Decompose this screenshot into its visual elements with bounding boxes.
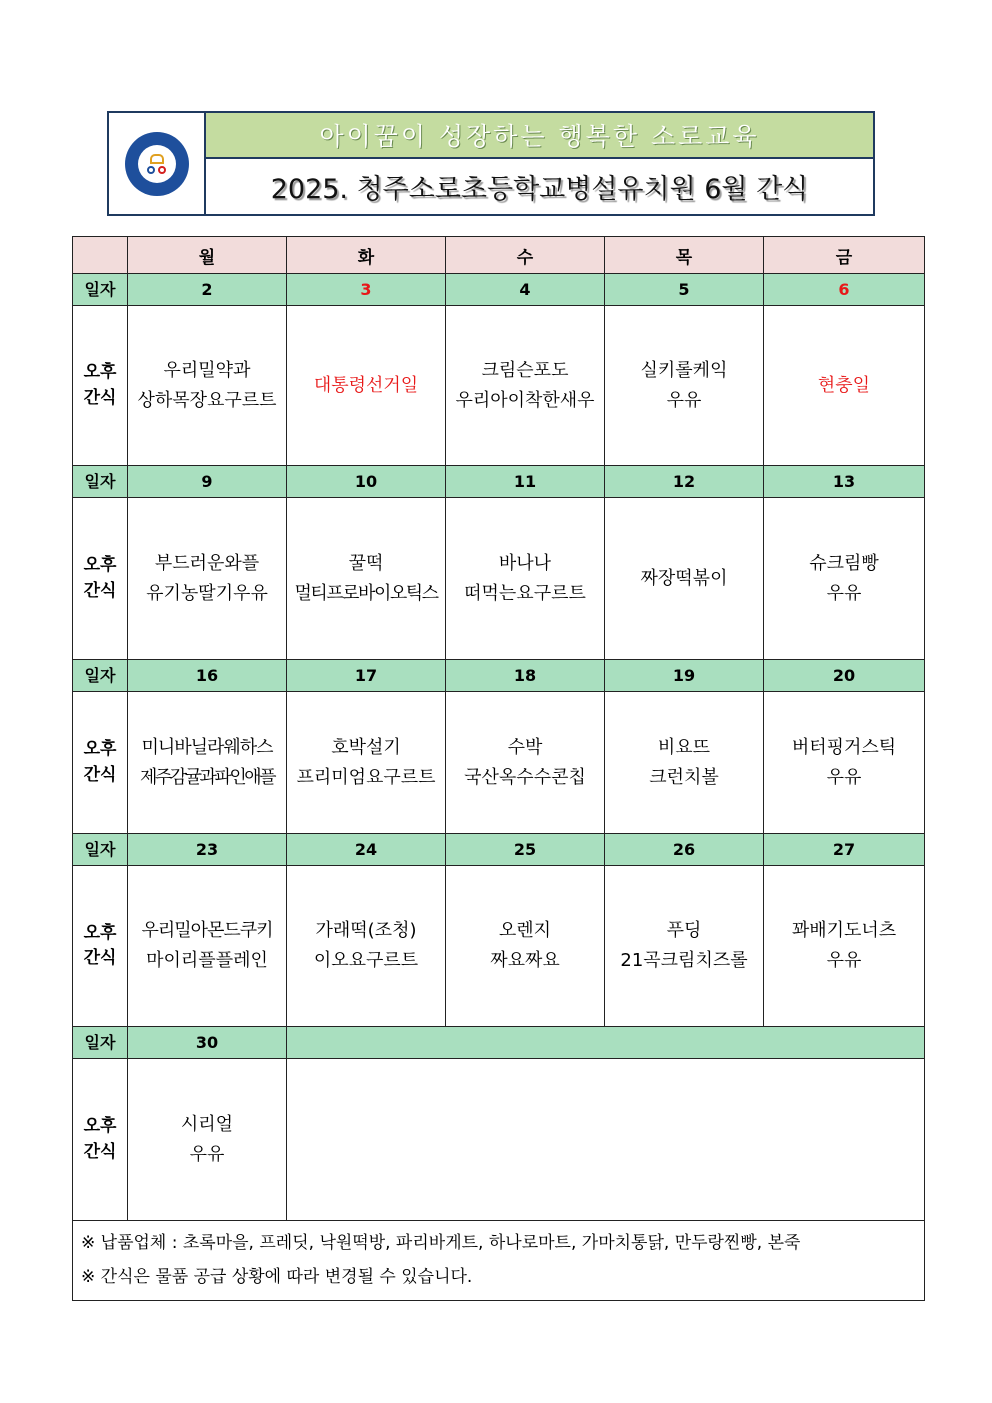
- snack-item: 상하목장요구르트: [137, 389, 277, 411]
- holiday-cell: [764, 306, 925, 466]
- snack-item: 가래떡(조청): [315, 920, 417, 942]
- snack-item: 우리밀아몬드쿠키: [141, 920, 273, 942]
- snack-item: 우유: [826, 582, 862, 604]
- snack-item: 부드러운와플: [154, 552, 260, 574]
- snack-cell: [764, 866, 925, 1027]
- logo-dot: [158, 166, 166, 174]
- corner-cell: [73, 237, 128, 274]
- snack-cell: [764, 498, 925, 660]
- snack-item: 국산옥수수콘칩: [464, 766, 586, 788]
- snack-item: 떠먹는요구르트: [464, 582, 586, 604]
- snack-cell: [128, 866, 287, 1027]
- date-row: [73, 274, 925, 306]
- snack-cell: [446, 866, 605, 1027]
- weekday-header-row: [73, 237, 925, 274]
- snack-item: 짜요짜요: [490, 950, 560, 971]
- logo-emblem: [138, 145, 176, 183]
- empty-snack-span: [287, 1059, 925, 1221]
- date-cell: 9: [128, 466, 287, 498]
- snack-item: 우유: [189, 1143, 225, 1165]
- date-label: 일자: [73, 834, 128, 866]
- snack-cell: [287, 692, 446, 834]
- weekday-tue: 화: [287, 237, 446, 274]
- school-logo: [125, 132, 189, 196]
- snack-cell: [287, 498, 446, 660]
- snack-label: [73, 306, 128, 466]
- holiday-label: 대통령선거일: [313, 374, 419, 396]
- date-cell: 10: [287, 466, 446, 498]
- weekday-thu: 목: [605, 237, 764, 274]
- notes-row: [73, 1221, 925, 1301]
- snack-item: 우유: [826, 950, 862, 971]
- snack-label-line2: 간식: [83, 764, 117, 785]
- snack-row: [73, 306, 925, 466]
- snack-item: 제주감귤과파인애플: [140, 766, 274, 788]
- snack-label-line2: 간식: [83, 580, 117, 601]
- date-cell: 2: [128, 274, 287, 306]
- page-header: [107, 111, 875, 216]
- snack-item: 이오요구르트: [313, 950, 419, 971]
- weekday-fri: 금: [764, 237, 925, 274]
- date-label: 일자: [73, 660, 128, 692]
- snack-item: 크림슨포도: [481, 359, 569, 381]
- weekday-mon: 월: [128, 237, 287, 274]
- date-cell: 17: [287, 660, 446, 692]
- snack-item: 꿀떡: [348, 552, 384, 574]
- snack-item: 멀티프로바이오틱스: [294, 582, 438, 604]
- date-label: 일자: [73, 1027, 128, 1059]
- snack-item: 버터핑거스틱: [791, 736, 897, 758]
- date-cell: 20: [764, 660, 925, 692]
- holiday-cell: [287, 306, 446, 466]
- snack-item: 우유: [826, 766, 862, 788]
- snack-item: 마이리플플레인: [146, 950, 268, 971]
- date-row: [73, 1027, 925, 1059]
- date-cell: 18: [446, 660, 605, 692]
- snack-item: 수박: [507, 736, 543, 758]
- snack-cell: [446, 498, 605, 660]
- snack-label: [73, 498, 128, 660]
- empty-date-span: [287, 1027, 925, 1059]
- snack-item: 21곡크림치즈롤: [620, 950, 748, 971]
- date-cell: 4: [446, 274, 605, 306]
- date-cell: 5: [605, 274, 764, 306]
- snack-cell: [605, 692, 764, 834]
- snack-cell: [764, 692, 925, 834]
- date-cell-holiday: 3: [287, 274, 446, 306]
- date-cell: 13: [764, 466, 925, 498]
- snack-label-line2: 간식: [83, 948, 117, 968]
- date-cell: 30: [128, 1027, 287, 1059]
- school-logo-cell: [109, 113, 206, 214]
- snack-item: 미니바닐라웨하스: [141, 736, 273, 758]
- snack-label: [73, 866, 128, 1027]
- logo-glyph: [150, 154, 164, 164]
- snack-cell: [605, 866, 764, 1027]
- snack-cell: [605, 306, 764, 466]
- date-row: [73, 834, 925, 866]
- date-row: [73, 466, 925, 498]
- snack-item: 슈크림빵: [809, 552, 879, 574]
- header-title-cell: [206, 113, 873, 214]
- date-label: 일자: [73, 274, 128, 306]
- weekday-wed: 수: [446, 237, 605, 274]
- snack-item: 푸딩: [666, 920, 702, 942]
- snack-item: 오렌지: [498, 920, 552, 942]
- date-cell: 26: [605, 834, 764, 866]
- date-cell-holiday: 6: [764, 274, 925, 306]
- snack-label-line2: 간식: [83, 1141, 117, 1162]
- snack-label: [73, 692, 128, 834]
- date-cell: 23: [128, 834, 287, 866]
- snack-item: 꽈배기도너츠: [791, 920, 897, 942]
- snack-item: 크런치볼: [649, 766, 719, 788]
- notes-cell: [73, 1221, 925, 1301]
- snack-item: 우유: [666, 389, 702, 411]
- logo-dot: [147, 166, 155, 174]
- date-cell: 19: [605, 660, 764, 692]
- snack-cell: [128, 306, 287, 466]
- snack-cell: [128, 1059, 287, 1221]
- snack-item: 짜장떡볶이: [640, 567, 728, 589]
- snack-label-line1: 오후: [83, 922, 117, 943]
- date-cell: 25: [446, 834, 605, 866]
- date-row: [73, 660, 925, 692]
- snack-label-line1: 오후: [83, 362, 117, 382]
- page-title: 2025. 청주소로초등학교병설유치원 6월 간식: [270, 174, 809, 205]
- snack-label-line2: 간식: [83, 387, 117, 408]
- snack-item: 프리미엄요구르트: [296, 766, 436, 788]
- holiday-label: 현충일: [817, 374, 871, 396]
- snack-row: [73, 692, 925, 834]
- snack-cell: [446, 692, 605, 834]
- snack-item: 바나나: [498, 552, 552, 574]
- date-cell: 12: [605, 466, 764, 498]
- date-label: 일자: [73, 466, 128, 498]
- snack-label-line1: 오후: [83, 555, 117, 575]
- snack-row: [73, 866, 925, 1027]
- snack-menu-table: [72, 236, 925, 1301]
- slogan-banner: 아이꿈이 성장하는 행복한 소로교육: [206, 113, 873, 159]
- snack-label-line1: 오후: [83, 739, 117, 759]
- change-note: ※ 간식은 물품 공급 상황에 따라 변경될 수 있습니다.: [81, 1266, 473, 1287]
- snack-cell: [128, 692, 287, 834]
- date-cell: 27: [764, 834, 925, 866]
- snack-label-line1: 오후: [83, 1116, 117, 1136]
- snack-item: 우리아이착한새우: [455, 389, 595, 411]
- snack-cell: [605, 498, 764, 660]
- snack-cell: [446, 306, 605, 466]
- supplier-note: ※ 납품업체 : 초록마을, 프레딧, 낙원떡방, 파리바게트, 하나로마트, 가마치통닭, 만두랑찐빵, 본죽: [81, 1233, 801, 1254]
- snack-cell: [287, 866, 446, 1027]
- snack-row: [73, 1059, 925, 1221]
- snack-item: 우리밀약과: [163, 359, 251, 381]
- snack-item: 시리얼: [180, 1113, 234, 1135]
- snack-cell: [128, 498, 287, 660]
- date-cell: 16: [128, 660, 287, 692]
- snack-item: 비요뜨: [657, 736, 711, 758]
- snack-item: 실키롤케익: [640, 359, 728, 381]
- date-cell: 24: [287, 834, 446, 866]
- snack-row: [73, 498, 925, 660]
- date-cell: 11: [446, 466, 605, 498]
- snack-item: 유기농딸기우유: [146, 582, 268, 604]
- snack-label: [73, 1059, 128, 1221]
- snack-item: 호박설기: [331, 736, 401, 758]
